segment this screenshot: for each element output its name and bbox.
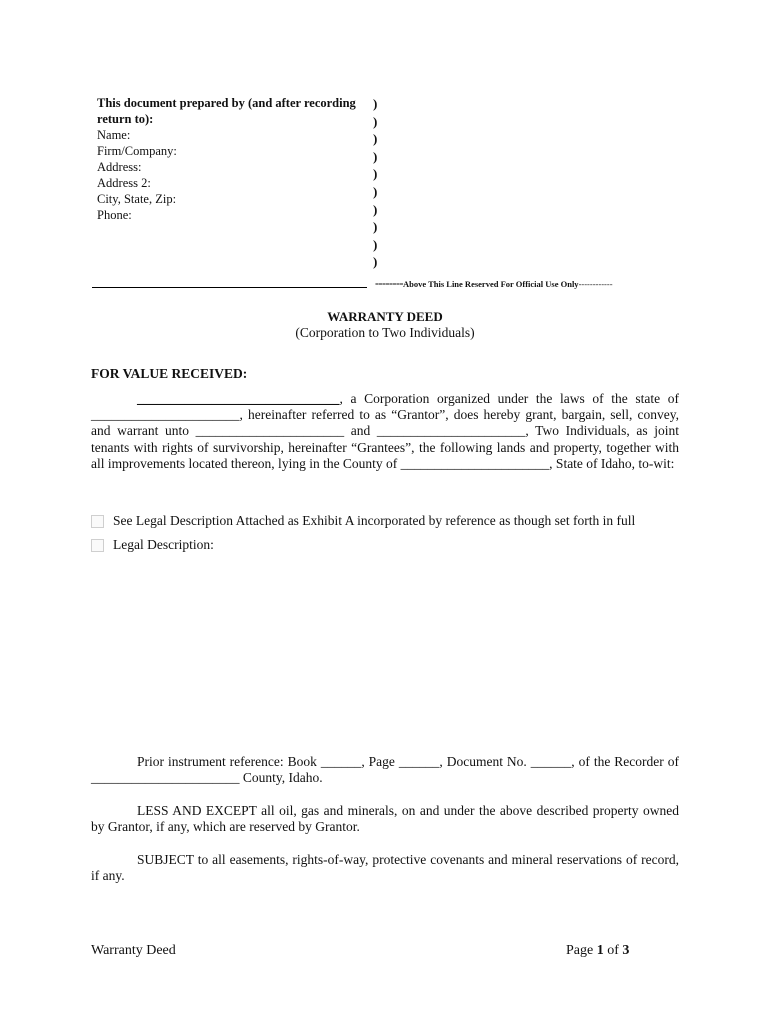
- footer-of-word: of: [607, 943, 619, 958]
- notice-tail-dashes: ------------: [578, 279, 613, 289]
- grant-paragraph: [91, 391, 679, 472]
- legal-description-checkbox[interactable]: [91, 539, 104, 552]
- grant-text: , a Corporation organized under the laws of the state of ______________________, hereinafter referred to as “Grantor”, does hereby grant, bargain, sell, convey, and warrant unto ______________________ and ______________________, Two Individuals, as joint tenants with rights of survivorship, hereinafter “Grantees”, the following lands and property, together with all improvements located thereon, lying in the County of ______________________, State of Idaho, to-wit:: [91, 391, 679, 471]
- bracket-paren: ): [373, 201, 378, 217]
- footer-page-word: Page: [566, 943, 594, 958]
- bracket-paren: ): [373, 131, 378, 147]
- footer-total-pages: 3: [622, 943, 630, 958]
- prior-instrument-paragraph: [91, 754, 679, 786]
- bracket-column: [373, 95, 377, 271]
- bracket-paren: ): [373, 219, 378, 235]
- official-use-notice: [375, 276, 613, 291]
- less-except-text: LESS AND EXCEPT all oil, gas and minerals, on and under the above described property owned by Grantor, if any, which are reserved by Grantor.: [91, 803, 679, 835]
- preparer-block: [97, 95, 367, 223]
- field-address2-label: Address 2:: [97, 176, 151, 190]
- bracket-paren: ): [373, 166, 378, 182]
- subject-to-paragraph: [91, 852, 679, 884]
- less-except-paragraph: [91, 803, 679, 835]
- bracket-paren: ): [373, 254, 378, 270]
- footer-current-page: 1: [596, 943, 604, 958]
- field-city-state-zip-label: City, State, Zip:: [97, 192, 177, 206]
- grantor-blank[interactable]: ______________________________: [137, 391, 340, 406]
- bracket-paren: ): [373, 183, 378, 199]
- notice-lead-dashes: --------: [375, 276, 403, 290]
- legal-description-label: Legal Description:: [113, 537, 214, 552]
- preparer-title: This document prepared by (and after recording return to):: [97, 96, 356, 126]
- field-phone-label: Phone:: [97, 208, 132, 222]
- notice-text: Above This Line Reserved For Official Use Only: [402, 279, 579, 289]
- bracket-paren: ): [373, 96, 378, 111]
- subject-to-text: SUBJECT to all easements, rights-of-way, protective covenants and mineral reservations of record, if any.: [91, 852, 679, 884]
- field-address-label: Address:: [97, 160, 142, 174]
- bracket-paren: ): [373, 113, 378, 129]
- footer-page-number: [566, 943, 629, 959]
- deed-title: WARRANTY DEED: [327, 309, 443, 324]
- option-exhibit-a[interactable]: [91, 513, 635, 529]
- prior-instrument-text: Prior instrument reference: Book ______, Page ______, Document No. ______, of the Recorder of ______________________ County, Idaho.: [91, 754, 679, 786]
- bracket-paren: ): [373, 148, 378, 164]
- footer-document-name: Warranty Deed: [91, 943, 176, 958]
- field-firm-label: Firm/Company:: [97, 144, 177, 158]
- for-value-received: FOR VALUE RECEIVED:: [91, 366, 248, 381]
- bracket-paren: ): [373, 236, 378, 252]
- official-use-divider: [92, 287, 367, 288]
- deed-subtitle: (Corporation to Two Individuals): [295, 325, 475, 340]
- field-name-label: Name:: [97, 128, 131, 142]
- exhibit-a-label: See Legal Description Attached as Exhibit A incorporated by reference as though set forth in full: [113, 513, 636, 528]
- exhibit-a-checkbox[interactable]: [91, 515, 104, 528]
- option-legal-description[interactable]: [91, 537, 214, 553]
